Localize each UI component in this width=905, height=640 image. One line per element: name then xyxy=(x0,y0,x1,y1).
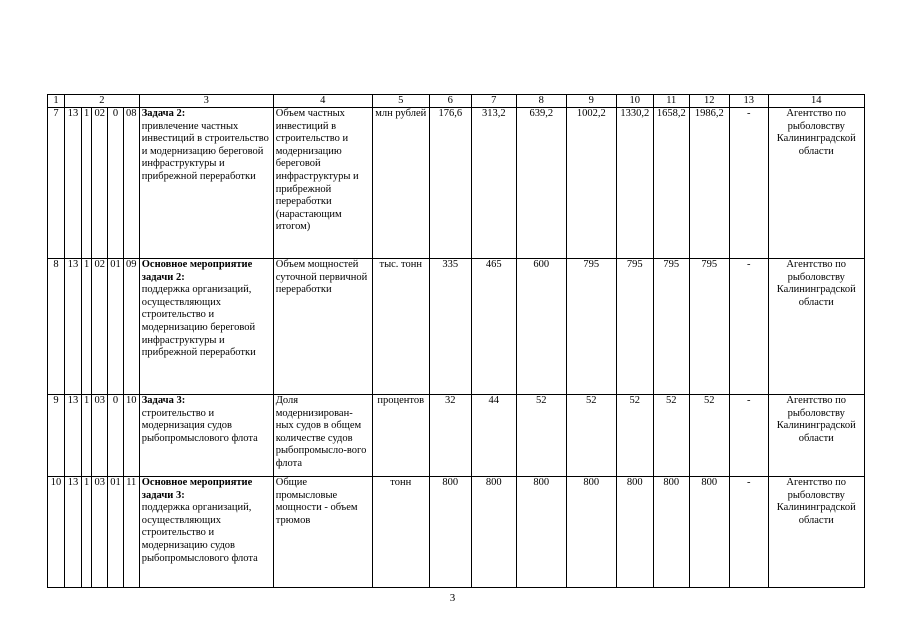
task-description: строительство и модернизация судов рыбопромыслового флота xyxy=(141,407,258,444)
value-cell: 44 xyxy=(471,395,516,477)
value-cell: 800 xyxy=(516,477,566,588)
value-cell: 52 xyxy=(616,395,653,477)
code-cell: 1 xyxy=(82,395,92,477)
value-cell: 600 xyxy=(516,259,566,395)
indicator-cell: Объем мощностей суточной первичной переработки xyxy=(273,259,372,395)
task-cell xyxy=(139,108,273,259)
task-title: Задача 3: xyxy=(141,395,186,406)
value-cell: 52 xyxy=(653,395,689,477)
agency-cell: Агентство по рыболовству Калининградской области xyxy=(768,395,864,477)
value-cell: 795 xyxy=(689,259,729,395)
table-row xyxy=(48,259,865,395)
value-cell: 465 xyxy=(471,259,516,395)
code-cell: 10 xyxy=(123,395,139,477)
row-number: 8 xyxy=(48,259,65,395)
value-cell: 1986,2 xyxy=(689,108,729,259)
code-cell: 03 xyxy=(92,395,108,477)
row-number: 10 xyxy=(48,477,65,588)
value-cell: 795 xyxy=(653,259,689,395)
code-cell: 02 xyxy=(92,108,108,259)
code-cell: 11 xyxy=(123,477,139,588)
dash-cell: - xyxy=(729,108,768,259)
row-number: 9 xyxy=(48,395,65,477)
value-cell: 800 xyxy=(566,477,616,588)
value-cell: 800 xyxy=(616,477,653,588)
task-description: поддержка организаций, осуществляющих строительство и модернизацию судов рыбопромыслового флота xyxy=(141,502,258,564)
unit-cell: процентов xyxy=(372,395,429,477)
header-cell: 2 xyxy=(65,95,140,108)
header-cell: 9 xyxy=(566,95,616,108)
table-row xyxy=(48,108,865,259)
code-cell: 13 xyxy=(65,395,82,477)
agency-cell: Агентство по рыболовству Калининградской области xyxy=(768,477,864,588)
code-cell: 13 xyxy=(65,108,82,259)
code-cell: 13 xyxy=(65,259,82,395)
header-cell: 12 xyxy=(689,95,729,108)
row-number: 7 xyxy=(48,108,65,259)
agency-cell: Агентство по рыболовству Калининградской области xyxy=(768,108,864,259)
unit-cell: тыс. тонн xyxy=(372,259,429,395)
task-cell xyxy=(139,395,273,477)
dash-cell: - xyxy=(729,259,768,395)
header-cell: 14 xyxy=(768,95,864,108)
task-description: привлечение частных инвестиций в строительство и модернизацию береговой инфраструктуры и прибрежной переработки xyxy=(141,120,269,182)
task-description: поддержка организаций, осуществляющих строительство и модернизацию береговой инфраструктуры и прибрежной переработки xyxy=(141,284,256,359)
code-cell: 09 xyxy=(123,259,139,395)
value-cell: 800 xyxy=(689,477,729,588)
unit-cell: тонн xyxy=(372,477,429,588)
code-cell: 03 xyxy=(92,477,108,588)
value-cell: 313,2 xyxy=(471,108,516,259)
page-number: 3 xyxy=(449,592,456,604)
code-cell: 0 xyxy=(108,108,124,259)
header-cell: 6 xyxy=(429,95,471,108)
table-row xyxy=(48,477,865,588)
code-cell: 1 xyxy=(82,108,92,259)
table-row xyxy=(48,395,865,477)
value-cell: 1330,2 xyxy=(616,108,653,259)
task-cell xyxy=(139,477,273,588)
code-cell: 1 xyxy=(82,259,92,395)
indicator-cell: Объем частных инвестиций в строительство и модернизацию береговой инфраструктуры и прибрежной переработки (нарастающим итогом) xyxy=(273,108,372,259)
value-cell: 639,2 xyxy=(516,108,566,259)
header-cell: 8 xyxy=(516,95,566,108)
value-cell: 32 xyxy=(429,395,471,477)
task-title: Основное мероприятие задачи 2: xyxy=(141,259,253,283)
code-cell: 1 xyxy=(82,477,92,588)
code-cell: 01 xyxy=(108,259,124,395)
program-indicators-table xyxy=(47,94,865,588)
task-title: Основное мероприятие задачи 3: xyxy=(141,477,253,501)
task-title: Задача 2: xyxy=(141,108,186,119)
value-cell: 795 xyxy=(616,259,653,395)
code-cell: 13 xyxy=(65,477,82,588)
unit-cell: млн рублей xyxy=(372,108,429,259)
value-cell: 1658,2 xyxy=(653,108,689,259)
value-cell: 52 xyxy=(516,395,566,477)
value-cell: 52 xyxy=(689,395,729,477)
indicator-cell: Доля модернизирован-ных судов в общем количестве судов рыбопромысло-вого флота xyxy=(273,395,372,477)
dash-cell: - xyxy=(729,477,768,588)
indicator-cell: Общие промысловые мощности - объем трюмов xyxy=(273,477,372,588)
value-cell: 800 xyxy=(653,477,689,588)
value-cell: 176,6 xyxy=(429,108,471,259)
value-cell: 1002,2 xyxy=(566,108,616,259)
agency-cell: Агентство по рыболовству Калининградской области xyxy=(768,259,864,395)
header-cell: 7 xyxy=(471,95,516,108)
header-cell: 11 xyxy=(653,95,689,108)
value-cell: 335 xyxy=(429,259,471,395)
code-cell: 02 xyxy=(92,259,108,395)
header-cell: 10 xyxy=(616,95,653,108)
code-cell: 08 xyxy=(123,108,139,259)
code-cell: 01 xyxy=(108,477,124,588)
task-cell xyxy=(139,259,273,395)
header-cell: 13 xyxy=(729,95,768,108)
header-cell: 5 xyxy=(372,95,429,108)
value-cell: 795 xyxy=(566,259,616,395)
header-cell: 4 xyxy=(273,95,372,108)
value-cell: 800 xyxy=(471,477,516,588)
header-cell: 1 xyxy=(48,95,65,108)
dash-cell: - xyxy=(729,395,768,477)
header-cell: 3 xyxy=(139,95,273,108)
code-cell: 0 xyxy=(108,395,124,477)
header-row xyxy=(48,95,865,108)
value-cell: 52 xyxy=(566,395,616,477)
value-cell: 800 xyxy=(429,477,471,588)
